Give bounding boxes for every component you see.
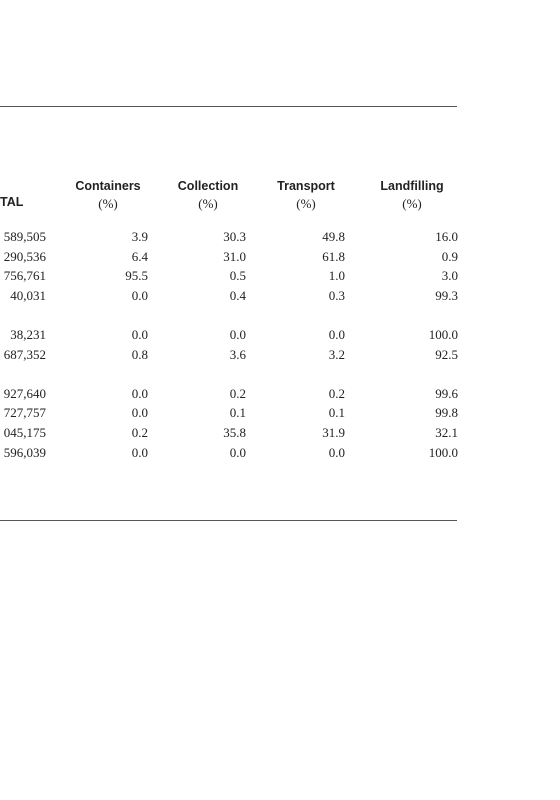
header-transport-unit: (%) xyxy=(296,196,316,211)
cell-total: 727,757 xyxy=(3,405,46,421)
cell-collection: 0.5 xyxy=(229,268,246,284)
header-total: TAL xyxy=(0,195,24,209)
header-transport xyxy=(268,177,344,213)
cell-transport: 0.1 xyxy=(328,405,345,421)
cell-containers: 0.0 xyxy=(131,326,148,342)
cell-containers: 0.0 xyxy=(131,405,148,421)
cell-transport: 31.9 xyxy=(322,424,345,440)
cell-collection: 3.6 xyxy=(229,346,246,362)
header-collection-unit: (%) xyxy=(198,196,218,211)
cell-total: 38,231 xyxy=(10,326,46,342)
header-landfilling-unit: (%) xyxy=(402,196,422,211)
header-containers-unit: (%) xyxy=(98,196,118,211)
cell-containers: 0.2 xyxy=(131,424,148,440)
table-row xyxy=(0,423,470,443)
cell-containers: 95.5 xyxy=(125,268,148,284)
table-top-rule xyxy=(0,106,457,107)
table-row xyxy=(0,443,470,463)
cell-transport: 3.2 xyxy=(328,346,345,362)
cell-collection: 30.3 xyxy=(223,229,246,244)
cell-collection: 0.2 xyxy=(229,385,246,401)
table-row xyxy=(0,247,470,267)
cell-containers: 0.0 xyxy=(131,287,148,303)
cell-transport: 0.3 xyxy=(328,287,345,303)
table-bottom-rule xyxy=(0,520,457,521)
cell-landfilling: 92.5 xyxy=(435,346,458,362)
header-containers-label: Containers xyxy=(75,179,141,193)
header-containers xyxy=(70,177,146,213)
cell-total: 40,031 xyxy=(10,287,46,303)
cell-collection: 0.4 xyxy=(229,287,246,303)
cell-containers: 0.0 xyxy=(131,444,148,460)
cell-landfilling: 3.0 xyxy=(441,268,458,284)
cell-collection: 0.0 xyxy=(229,326,246,342)
table-row xyxy=(0,325,470,345)
cell-containers: 6.4 xyxy=(131,248,148,264)
cell-collection: 35.8 xyxy=(223,424,246,440)
table-row xyxy=(0,286,470,306)
cell-transport: 0.0 xyxy=(328,326,345,342)
cell-landfilling: 32.1 xyxy=(435,424,458,440)
cell-total: 045,175 xyxy=(3,424,46,440)
cell-containers: 3.9 xyxy=(131,229,148,244)
table-row xyxy=(0,403,470,423)
table-row xyxy=(0,384,470,404)
cell-landfilling: 100.0 xyxy=(428,444,458,460)
header-landfilling-label: Landfilling xyxy=(380,179,444,193)
cell-collection: 31.0 xyxy=(223,248,246,264)
cell-landfilling: 99.6 xyxy=(435,385,458,401)
cell-total: 687,352 xyxy=(3,346,46,362)
cell-total: 589,505 xyxy=(3,229,46,244)
header-landfilling xyxy=(371,177,453,213)
cell-transport: 0.0 xyxy=(328,444,345,460)
cell-landfilling: 16.0 xyxy=(435,229,458,244)
cell-collection: 0.1 xyxy=(229,405,246,421)
header-transport-label: Transport xyxy=(277,179,335,193)
cell-total: 927,640 xyxy=(3,385,46,401)
cell-transport: 49.8 xyxy=(322,229,345,244)
header-collection xyxy=(170,177,246,213)
table-row xyxy=(0,266,470,286)
cell-landfilling: 100.0 xyxy=(428,326,458,342)
cell-landfilling: 0.9 xyxy=(441,248,458,264)
cell-collection: 0.0 xyxy=(229,444,246,460)
cell-total: 596,039 xyxy=(3,444,46,460)
cell-landfilling: 99.3 xyxy=(435,287,458,303)
data-table xyxy=(0,227,470,462)
cell-transport: 61.8 xyxy=(322,248,345,264)
table-row xyxy=(0,345,470,365)
cell-containers: 0.0 xyxy=(131,385,148,401)
cell-containers: 0.8 xyxy=(131,346,148,362)
table-row xyxy=(0,227,470,247)
cell-transport: 0.2 xyxy=(328,385,345,401)
cell-total: 290,536 xyxy=(3,248,46,264)
cell-landfilling: 99.8 xyxy=(435,405,458,421)
cell-transport: 1.0 xyxy=(328,268,345,284)
cell-total: 756,761 xyxy=(3,268,46,284)
header-collection-label: Collection xyxy=(177,179,239,193)
